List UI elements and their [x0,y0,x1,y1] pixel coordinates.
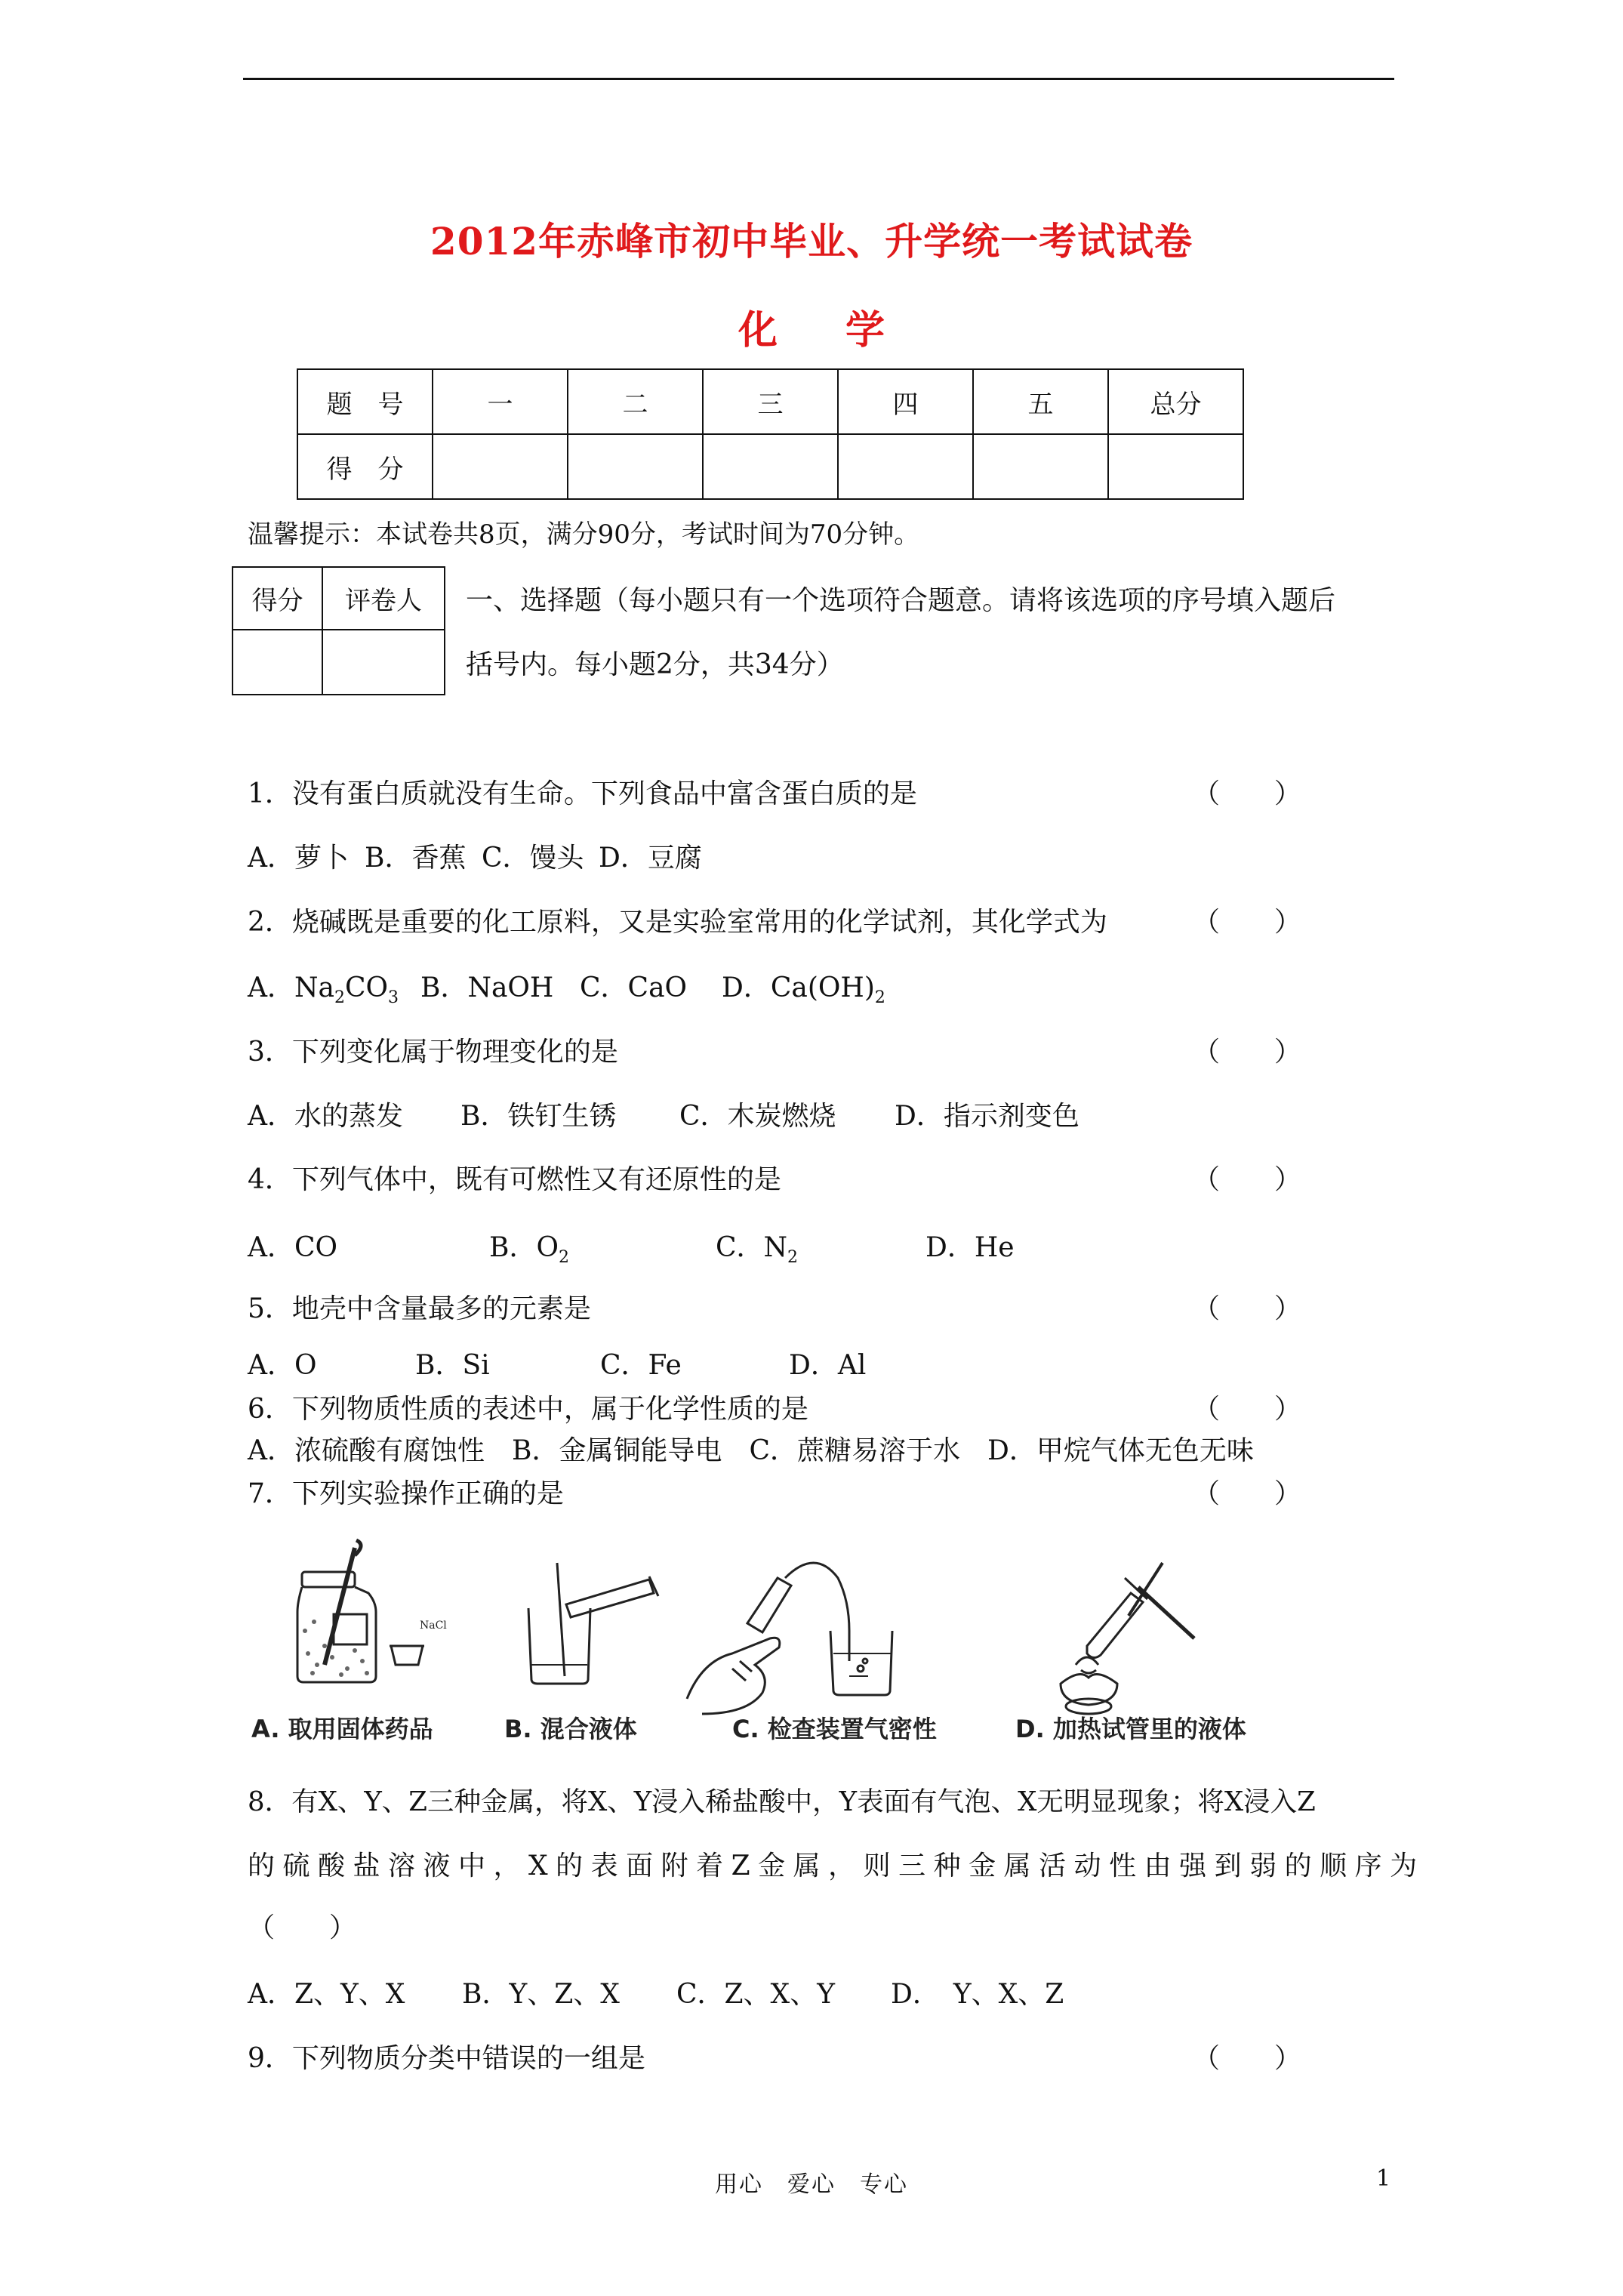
grader-header-score: 得分 [233,567,322,630]
score-cell [838,434,973,499]
answer-paren: （ ） [1193,1164,1302,1195]
option-a: A．$Na_2CO_3$ [248,972,399,1007]
caption-d: D. 加热试管里的液体 [1015,1715,1246,1743]
grader-table [232,566,445,695]
option-c: C．木炭燃烧 [679,1101,836,1132]
option-c: C．Fe [600,1350,682,1381]
option-d: D．豆腐 [599,843,702,874]
option-b: B．Y、Z、X [462,1979,620,2010]
option-b: B．铁钉生锈 [460,1101,617,1132]
option-b: B．Si [415,1350,490,1381]
question-9-stem: 9．下列物质分类中错误的一组是 [248,2043,645,2074]
answer-paren: （ ） [1193,778,1302,809]
option-d: D．Al [789,1350,867,1381]
option-b: B．$O_2$ [489,1232,569,1267]
figure-d-heating [1061,1563,1194,1714]
score-cell [973,434,1108,499]
score-cell: 题 号 [297,369,433,434]
question-3-stem: 3．下列变化属于物理变化的是 [248,1037,618,1068]
question-4-stem: 4．下列气体中，既有可燃性又有还原性的是 [248,1164,781,1195]
answer-paren: （ ） [1193,1037,1302,1068]
option-c: C．$N_2$ [716,1232,799,1267]
option-a: A．水的蒸发 [248,1101,403,1132]
grader-header-grader: 评卷人 [322,567,445,630]
nacl-label: NaCl [420,1620,447,1632]
question-8-options [248,1973,1064,2011]
question-5-options [248,1344,866,1382]
score-cell: 三 [703,369,838,434]
caption-b: B. 混合液体 [504,1715,637,1743]
caption-a: A. 取用固体药品 [251,1715,433,1743]
option-d: D．指示剂变色 [895,1101,1079,1132]
option-a: A．萝卜 [248,843,349,874]
answer-paren: （ ） [1193,907,1302,938]
question-6-options: A．浓硫酸有腐蚀性 B．金属铜能导电 C．蔗糖易溶于水 D．甲烷气体无色无味 [248,1435,1254,1466]
option-d: D．$Ca(OH)_2$ [722,972,885,1007]
option-a: A．Z、Y、X [248,1979,405,2010]
question-1-stem: 1．没有蛋白质就没有生命。下列食品中富含蛋白质的是 [248,778,917,809]
figure-b-beaker [528,1563,658,1684]
question-8-line2: 的硫酸盐溶液中，X的表面附着Z金属，则三种金属活动性由强到弱的顺序为 [248,1851,1425,1881]
option-c: C．Z、X、Y [676,1979,835,2010]
score-cell: 总分 [1108,369,1243,434]
question-8-line1: 8．有X、Y、Z三种金属，将X、Y浸入稀盐酸中，Y表面有气泡、X无明显现象；将X浸入Z [248,1786,1316,1817]
question-3-options [248,1095,1079,1133]
grader-cell [322,630,445,695]
answer-paren: （ ） [1193,1293,1302,1324]
answer-paren: （ ） [1193,2043,1302,2074]
option-c: C．馒头 [482,843,584,874]
score-table-header-row [297,369,1243,434]
section-heading-line1: 一、选择题（每小题只有一个选项符合题意。请将该选项的序号填入题后 [466,585,1336,616]
option-d: D． Y、X、Z [891,1979,1064,2010]
score-cell [703,434,838,499]
score-cell [568,434,703,499]
score-cell: 二 [568,369,703,434]
score-cell [433,434,568,499]
question-2-stem: 2．烧碱既是重要的化工原料，又是实验室常用的化学试剂，其化学式为 [248,907,1107,938]
header-rule [243,78,1394,80]
score-cell: 得 分 [297,434,433,499]
subject-title: 化学 [738,307,953,353]
grader-cell [233,630,322,695]
option-b: B．NaOH [420,972,554,1003]
score-cell: 五 [973,369,1108,434]
answer-paren: （ ） [1193,1478,1302,1509]
option-b: B．香蕉 [365,843,467,874]
score-cell: 四 [838,369,973,434]
score-table-score-row [297,434,1243,499]
section-heading-line2: 括号内。每小题2分，共34分） [466,649,844,680]
score-cell [1108,434,1243,499]
option-a: A．CO [248,1232,338,1263]
figure-c-airtightness [687,1563,892,1714]
caption-c: C. 检查装置气密性 [732,1715,937,1743]
question-1-options [248,837,702,875]
question-7-stem: 7．下列实验操作正确的是 [248,1478,564,1509]
exam-title: 2012年赤峰市初中毕业、升学统一考试试卷 [430,219,1193,264]
score-cell: 一 [433,369,568,434]
exam-tip: 温馨提示：本试卷共8页，满分90分，考试时间为70分钟。 [248,519,920,550]
option-c: C．CaO [580,972,688,1003]
answer-paren: （ ） [1193,1394,1302,1425]
figure-a-reagent-jar [297,1540,424,1682]
score-table [297,368,1244,500]
question-2-options [248,966,885,1007]
page-footer: 用心 爱心 专心 [715,2171,908,2198]
option-d: D．He [925,1232,1015,1263]
question-8-line3: （ ） [248,1912,357,1943]
question-6-stem: 6．下列物质性质的表述中，属于化学性质的是 [248,1394,808,1425]
question-5-stem: 5．地壳中含量最多的元素是 [248,1293,591,1324]
question-4-options [248,1226,1015,1267]
page-number: 1 [1376,2165,1391,2192]
option-a: A．O [248,1350,317,1381]
